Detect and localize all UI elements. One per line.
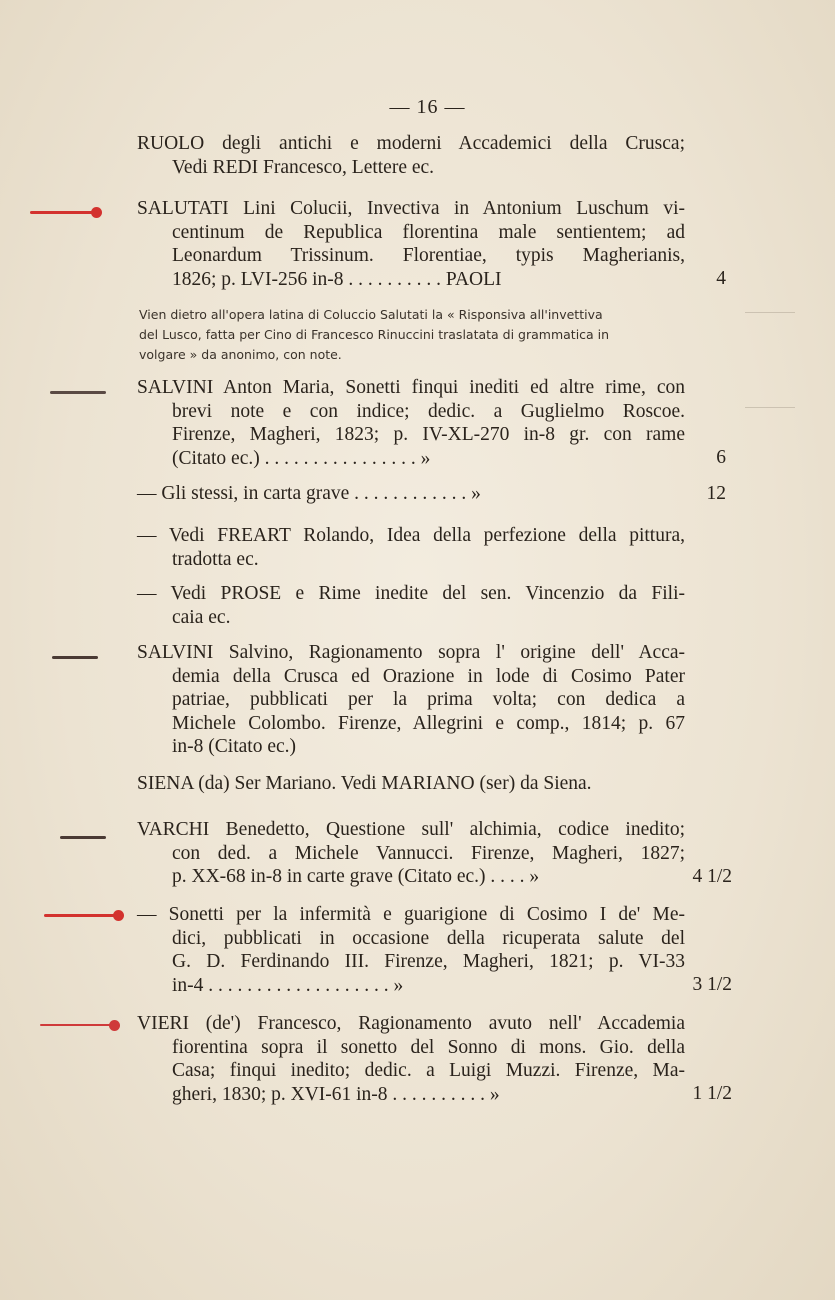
entry-line: — Gli stessi, in carta grave . . . . . . . . . . . . » (137, 483, 481, 504)
entry-line: (Citato ec.) . . . . . . . . . . . . . . . . » (172, 447, 431, 469)
red-margin-mark (40, 1024, 116, 1026)
entry-line: SALVINI Anton Maria, Sonetti finqui inediti ed altre rime, con (137, 377, 685, 398)
entry-line: con ded. a Michele Vannucci. Firenze, Magheri, 1827; (172, 842, 685, 864)
dark-margin-mark (60, 836, 106, 839)
entry-line: fiorentina sopra il sonetto del Sonno di mons. Gio. della (172, 1036, 685, 1058)
dark-margin-mark (52, 656, 98, 659)
pencil-mark (745, 312, 795, 313)
note-line: del Lusco, fatta per Cino di Francesco Rinuccini traslatata di grammatica in (139, 327, 610, 342)
catalog-entry-salvini-anton-maria (137, 376, 685, 470)
catalog-entry-salutati (137, 197, 685, 291)
catalog-entry-ruolo (137, 132, 685, 179)
price: 1 1/2 (692, 1083, 732, 1104)
price: 6 (716, 447, 726, 468)
entry-line: in-8 (Citato ec.) (172, 736, 296, 757)
entry-line: centinum de Republica florentina male sentientem; ad (172, 221, 685, 243)
red-margin-mark (44, 914, 120, 917)
pencil-mark (745, 407, 795, 408)
entry-line: Firenze, Magheri, 1823; p. IV-XL-270 in-8 gr. con rame (172, 424, 685, 445)
entry-line: Michele Colombo. Firenze, Allegrini e comp., 1814; p. 67 (172, 712, 685, 734)
entry-line: brevi note e con indice; dedic. a Guglielmo Roscoe. (172, 400, 685, 422)
entry-line: — Vedi FREART Rolando, Idea della perfezione della pittura, (137, 525, 685, 546)
entry-line: RUOLO degli antichi e moderni Accademici della Crusca; (137, 133, 685, 154)
entry-line: Leonardum Trissinum. Florentiae, typis Magherianis, (172, 245, 685, 266)
note-line: volgare » da anonimo, con note. (139, 347, 342, 362)
catalog-entry-siena (137, 772, 685, 796)
catalog-entry-freart (137, 524, 685, 571)
dark-margin-mark (50, 391, 106, 394)
price: 3 1/2 (692, 974, 732, 995)
entry-line: Vedi REDI Francesco, Lettere ec. (172, 156, 435, 178)
note-line: Vien dietro all'opera latina di Coluccio Salutati la « Risponsiva all'invettiva (139, 307, 603, 322)
entry-line: dici, pubblicati in occasione della ricuperata salute del (172, 927, 685, 949)
entry-line: Casa; finqui inedito; dedic. a Luigi Muzzi. Firenze, Ma- (172, 1060, 685, 1081)
entry-line: in-4 . . . . . . . . . . . . . . . . . . . » (172, 974, 404, 996)
entry-line: SIENA (da) Ser Mariano. Vedi MARIANO (ser) da Siena. (137, 773, 592, 794)
catalog-entry-prose (137, 582, 685, 629)
entry-line: p. XX-68 in-8 in carte grave (Citato ec.) . . . . » (172, 866, 540, 887)
catalog-entry-salvini-salvino (137, 641, 685, 759)
entry-line: gheri, 1830; p. XVI-61 in-8 . . . . . . . . . . » (172, 1083, 500, 1105)
entry-line: VARCHI Benedetto, Questione sull' alchimia, codice inedito; (137, 819, 685, 840)
entry-line: tradotta ec. (172, 548, 259, 570)
entry-line: patriae, pubblicati per la prima volta; con dedica a (172, 689, 685, 710)
entry-line: — Vedi PROSE e Rime inedite del sen. Vincenzio da Fili- (137, 583, 685, 604)
entry-line: G. D. Ferdinando III. Firenze, Magheri, 1821; p. VI-33 (172, 951, 685, 972)
entry-line: demia della Crusca ed Orazione in lode di Cosimo Pater (172, 665, 685, 687)
catalog-entry-sonetti (137, 903, 685, 997)
catalog-entry-vieri (137, 1012, 685, 1106)
price: 12 (706, 483, 726, 504)
catalog-entry-gli-stessi (137, 482, 685, 506)
entry-line: SALVINI Salvino, Ragionamento sopra l' origine dell' Acca- (137, 642, 685, 663)
price: 4 (716, 268, 726, 289)
entry-line: SALUTATI Lini Colucii, Invectiva in Antonium Luschum vi- (137, 198, 685, 219)
catalog-entry-varchi (137, 818, 685, 889)
entry-line: — Sonetti per la infermità e guarigione di Cosimo I de' Me- (137, 904, 685, 925)
red-margin-mark (30, 211, 98, 214)
entry-line: VIERI (de') Francesco, Ragionamento avuto nell' Accademia (137, 1013, 685, 1034)
page-number: — 16 — (389, 96, 466, 118)
catalog-note (139, 305, 685, 365)
entry-line: caia ec. (172, 606, 231, 628)
price: 4 1/2 (692, 866, 732, 887)
entry-line: 1826; p. LVI-256 in-8 . . . . . . . . . . PAOLI (172, 268, 502, 290)
